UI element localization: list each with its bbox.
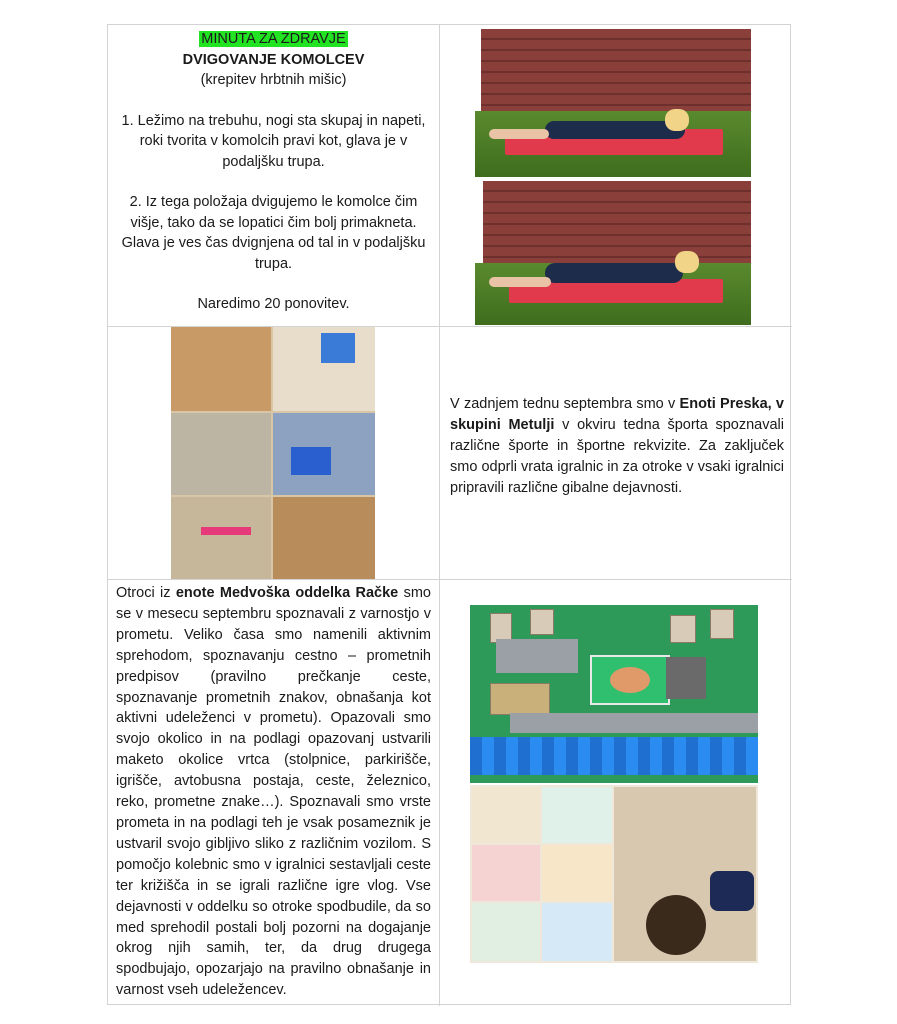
exercise-subtitle: (krepitev hrbtnih mišic) <box>200 72 347 88</box>
exercise-photo-1 <box>475 29 751 177</box>
racke-text-1: Otroci iz <box>116 585 176 601</box>
metulji-text-2: v okviru tedna športa spoznavali različne športe in športne rekvizite. Za zaključek smo odprli vrata igralnic in za otroke v vsaki igralnici pripravili različne gibalne dejavnosti. <box>450 417 784 496</box>
metulji-text-cell <box>440 327 792 580</box>
racke-paragraph <box>108 580 439 1001</box>
metulji-text-1: V zadnjem tednu septembra smo v <box>450 396 680 412</box>
traffic-drawings-photo <box>470 785 758 963</box>
sports-collage-cell <box>108 327 440 580</box>
exercise-photos-cell <box>440 25 792 327</box>
exercise-step-1: 1. Ležimo na trebuhu, nogi sta skupaj in napeti, roki tvorita v komolcih pravi kot, glava je v podaljšku trupa. <box>121 112 426 170</box>
metulji-paragraph <box>450 394 784 499</box>
exercise-repetitions: Naredimo 20 ponovitev. <box>197 296 350 312</box>
document-table <box>107 24 791 1005</box>
exercise-step-2: 2. Iz tega položaja dvigujemo le komolce čim višje, tako da se lopatici čim bolj primakneta. Glava je ves čas dvignjena od tal in v podaljšku trupa. <box>121 194 426 272</box>
exercise-photo-2 <box>475 181 751 325</box>
traffic-photos-cell <box>440 580 792 1006</box>
metulji-group-name: Enoti Preska, v skupini Metulji <box>450 396 784 433</box>
exercise-cell <box>108 25 440 327</box>
racke-text-2: smo se v mesecu septembru spoznavali z varnostjo v prometu. Veliko časa smo namenili aktivnim sprehodom, spoznavanju cestno – prometnih predpisov (pravilno prečkanje ceste, spoznavanje prometnih znakov, obnašanja kot aktivni udeleženci v prometu). Opazovali smo svojo okolico in na podlagi opazovanj ustvarili maketo okolice vrtca (stolpnice, parkirišče, igrišče, avtobusna postaja, ceste, železnico, reko, prometne znake…). Spoznavali smo vrste prometa in na podlagi teh je vsak posameznik je ustvaril svojo gibljivo sliko z različnim vozilom. S pomočjo kolebnic smo v igralnici sestavljali ceste ter križišča in se igrali različne igre vlog. Vse dejavnosti v oddelku so otroke spodbudile, da so med sprehodil postali bolj pozorni na dogajanje okrog njih samih, ter, da drug drugega spodbujajo, opozarjajo na pravilno obnašanje in varnost vseh udeležencev. <box>116 585 431 999</box>
sports-collage-photo <box>171 327 375 579</box>
exercise-text <box>108 25 439 315</box>
exercise-title: DVIGOVANJE KOMOLCEV <box>182 51 365 68</box>
traffic-model-photo <box>470 605 758 783</box>
racke-group-name: enote Medvoška oddelka Račke <box>175 585 399 601</box>
racke-text-cell <box>108 580 440 1006</box>
exercise-badge: MINUTA ZA ZDRAVJE <box>201 31 346 47</box>
